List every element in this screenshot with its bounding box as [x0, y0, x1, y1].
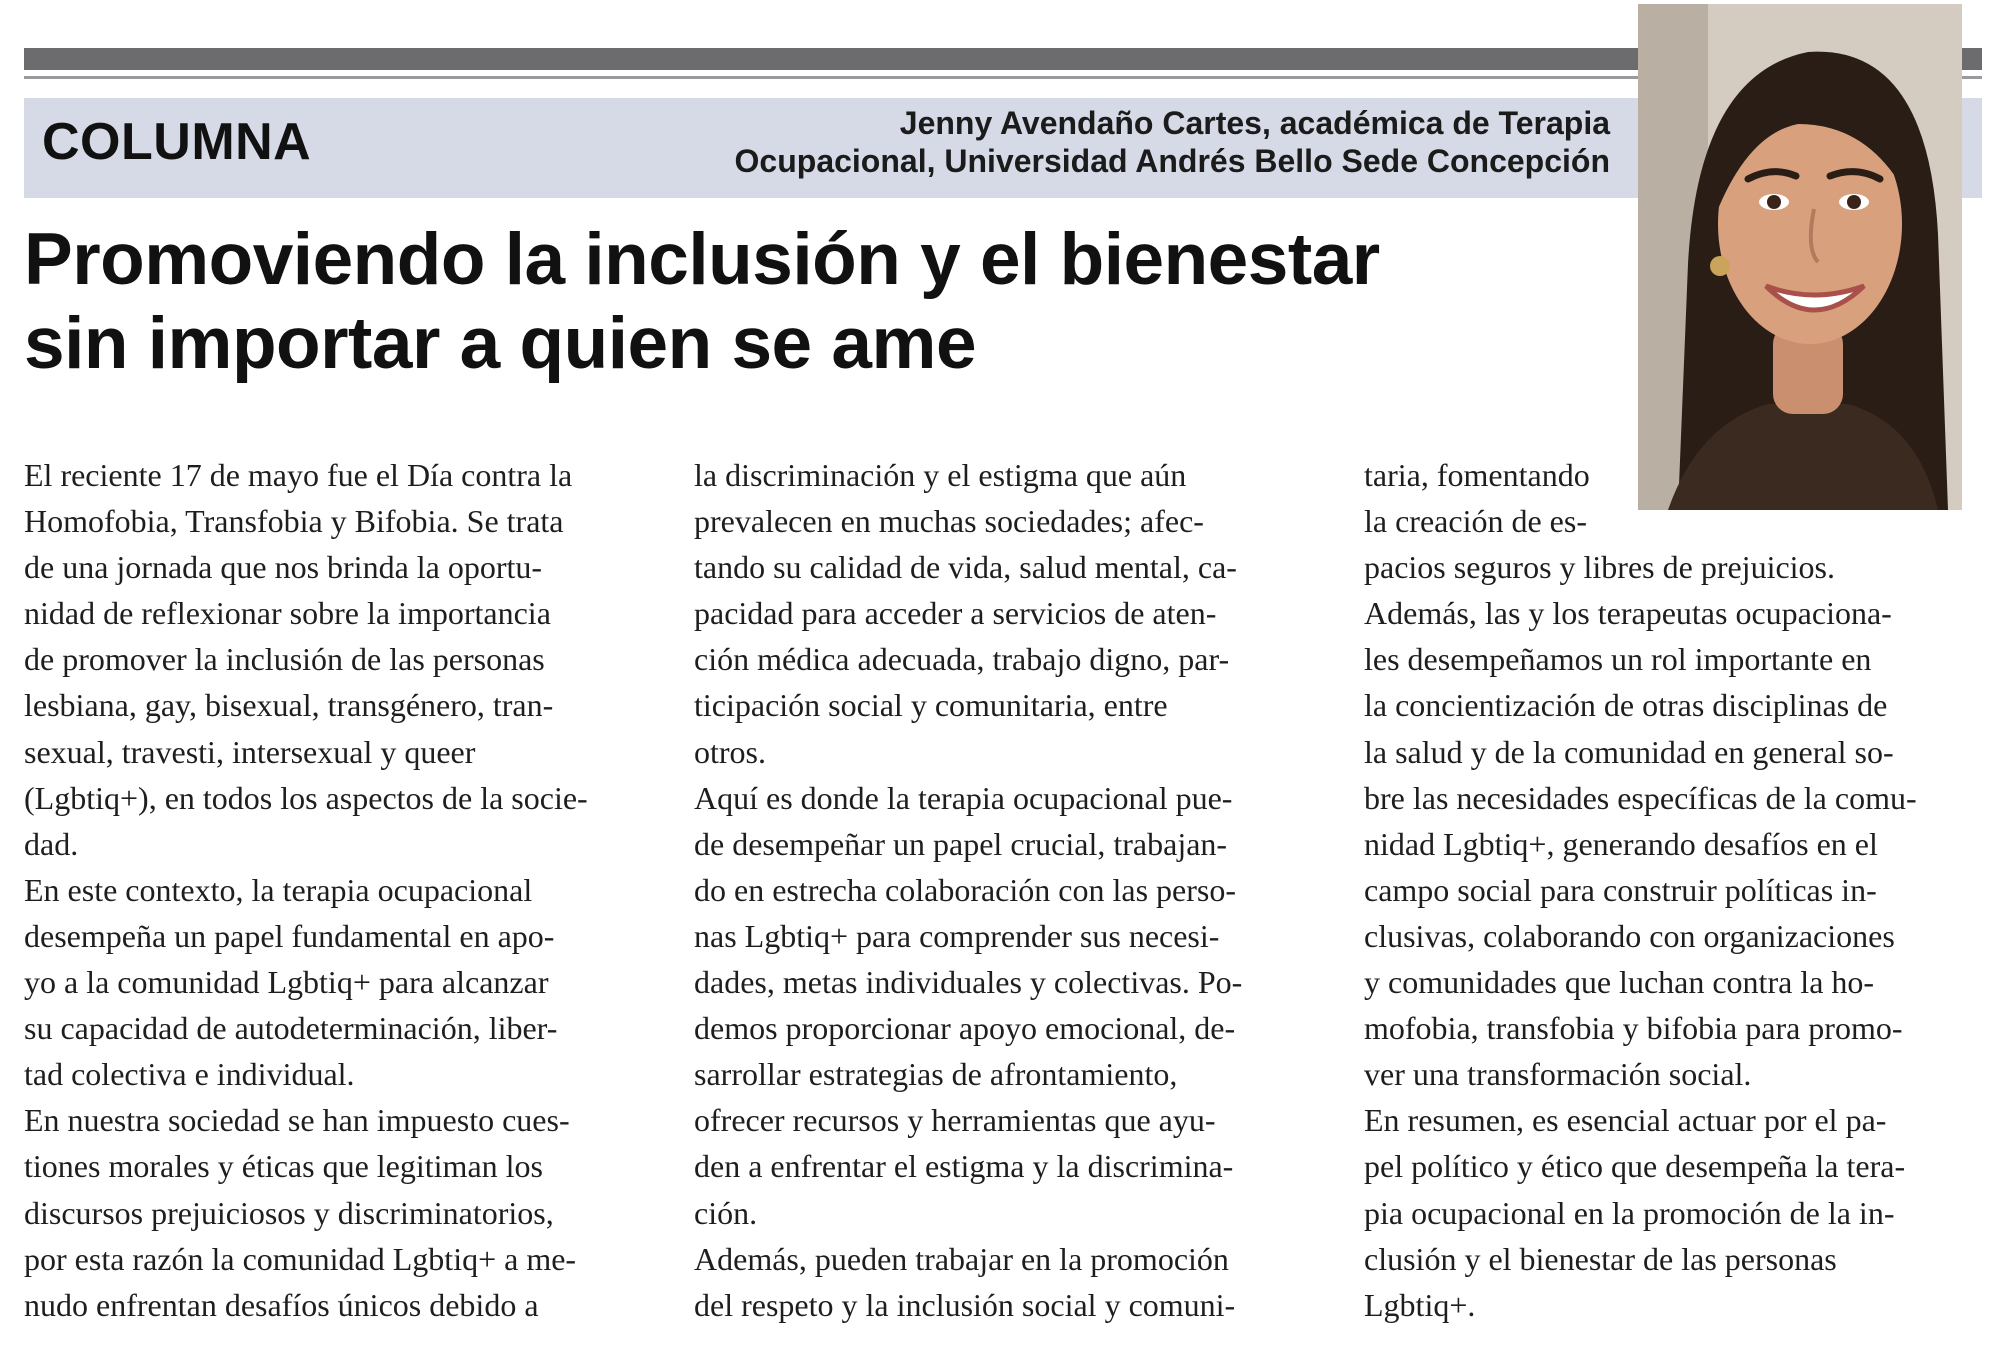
- headline-line-1: Promoviendo la inclusión y el bienestar: [24, 219, 1380, 300]
- headline-line-2: sin importar a quien se ame: [24, 303, 977, 384]
- text-line: de una jornada que nos brinda la oportu-: [24, 549, 543, 586]
- text-line: nas Lgbtiq+ para comprender sus necesi-: [694, 917, 1220, 954]
- text-line: pacios seguros y libres de prejuicios.: [1364, 549, 1835, 586]
- text-line: sexual, travesti, intersexual y queer: [24, 733, 476, 770]
- text-line: Además, pueden trabajar en la promoción: [694, 1240, 1229, 1277]
- text-line: ver una transformación social.: [1364, 1056, 1752, 1093]
- text-line: dad.: [24, 825, 79, 862]
- text-line: lesbiana, gay, bisexual, transgénero, tran-: [24, 687, 554, 724]
- text-line: por esta razón la comunidad Lgbtiq+ a me-: [24, 1240, 577, 1277]
- text-line: la salud y de la comunidad en general so-: [1364, 733, 1894, 770]
- text-line: ción.: [694, 1194, 758, 1231]
- column-3-text: [1364, 452, 1988, 1328]
- text-line: otros.: [694, 733, 766, 770]
- text-line: Homofobia, Transfobia y Bifobia. Se trata: [24, 503, 564, 540]
- text-line: En resumen, es esencial actuar por el pa-: [1364, 1102, 1887, 1139]
- text-line: demos proporcionar apoyo emocional, de-: [694, 1010, 1236, 1047]
- text-line: tad colectiva e individual.: [24, 1056, 355, 1093]
- text-line: y comunidades que luchan contra la ho-: [1364, 964, 1875, 1001]
- text-line: Además, las y los terapeutas ocupaciona-: [1364, 595, 1892, 632]
- text-line: En nuestra sociedad se han impuesto cues-: [24, 1102, 570, 1139]
- text-line: pel político y ético que desempeña la tera-: [1364, 1148, 1906, 1185]
- byline-line-2: Ocupacional, Universidad Andrés Bello Sede Concepción: [734, 143, 1610, 179]
- text-line: nudo enfrentan desafíos únicos debido a: [24, 1286, 539, 1323]
- portrait-illustration: [1638, 4, 1962, 510]
- text-line: campo social para construir políticas in-: [1364, 871, 1877, 908]
- text-line: del respeto y la inclusión social y comuni-: [694, 1286, 1236, 1323]
- text-line: ofrecer recursos y herramientas que ayu-: [694, 1102, 1216, 1139]
- text-line: prevalecen en muchas sociedades; afec-: [694, 503, 1204, 540]
- text-line: Lgbtiq+.: [1364, 1286, 1476, 1323]
- text-line: pacidad para acceder a servicios de aten-: [694, 595, 1217, 632]
- text-line: la concientización de otras disciplinas de: [1364, 687, 1888, 724]
- text-line: taria, fomentando: [1364, 457, 1590, 493]
- column-2-text: [694, 452, 1334, 1328]
- text-line: tando su calidad de vida, salud mental, ca-: [694, 549, 1237, 586]
- byline: [610, 104, 1610, 180]
- text-line: nidad Lgbtiq+, generando desafíos en el: [1364, 825, 1878, 862]
- text-line: de promover la inclusión de las personas: [24, 641, 545, 678]
- text-line: clusión y el bienestar de las personas: [1364, 1240, 1837, 1277]
- body-column-3: [1364, 452, 1988, 1328]
- byline-line-1: Jenny Avendaño Cartes, académica de Terapia: [899, 105, 1610, 141]
- text-line: sarrollar estrategias de afrontamiento,: [694, 1056, 1178, 1093]
- text-line: ticipación social y comunitaria, entre: [694, 687, 1168, 724]
- text-line: clusivas, colaborando con organizaciones: [1364, 917, 1895, 954]
- text-line: les desempeñamos un rol importante en: [1364, 641, 1872, 678]
- text-line: den a enfrentar el estigma y la discrimina-: [694, 1148, 1234, 1185]
- headline: [24, 218, 1624, 386]
- body-column-2: [694, 452, 1334, 1328]
- text-line: de desempeñar un papel crucial, trabajan-: [694, 825, 1228, 862]
- text-line: bre las necesidades específicas de la comu-: [1364, 779, 1917, 816]
- text-line: (Lgbtiq+), en todos los aspectos de la socie-: [24, 779, 588, 816]
- column-1-text: [24, 452, 664, 1328]
- text-line: desempeña un papel fundamental en apo-: [24, 917, 555, 954]
- text-line: yo a la comunidad Lgbtiq+ para alcanzar: [24, 964, 549, 1001]
- body-column-1: [24, 452, 664, 1328]
- text-line: la discriminación y el estigma que aún: [694, 457, 1187, 493]
- text-line: El reciente 17 de mayo fue el Día contra la: [24, 457, 573, 493]
- text-line: ción médica adecuada, trabajo digno, par-: [694, 641, 1230, 678]
- text-line: su capacidad de autodeterminación, liber-: [24, 1010, 558, 1047]
- text-line: nidad de reflexionar sobre la importancia: [24, 595, 551, 632]
- text-line: Aquí es donde la terapia ocupacional pue-: [694, 779, 1233, 816]
- text-line: la creación de es-: [1364, 503, 1587, 540]
- text-line: En este contexto, la terapia ocupacional: [24, 871, 533, 908]
- text-line: mofobia, transfobia y bifobia para promo-: [1364, 1010, 1903, 1047]
- text-line: pia ocupacional en la promoción de la in-: [1364, 1194, 1895, 1231]
- author-portrait-icon: [1638, 4, 1962, 510]
- text-line: dades, metas individuales y colectivas. Po-: [694, 964, 1243, 1001]
- text-line: discursos prejuiciosos y discriminatorios,: [24, 1194, 554, 1231]
- text-line: tiones morales y éticas que legitiman los: [24, 1148, 543, 1185]
- section-label: COLUMNA: [42, 113, 312, 171]
- text-line: do en estrecha colaboración con las perso-: [694, 871, 1236, 908]
